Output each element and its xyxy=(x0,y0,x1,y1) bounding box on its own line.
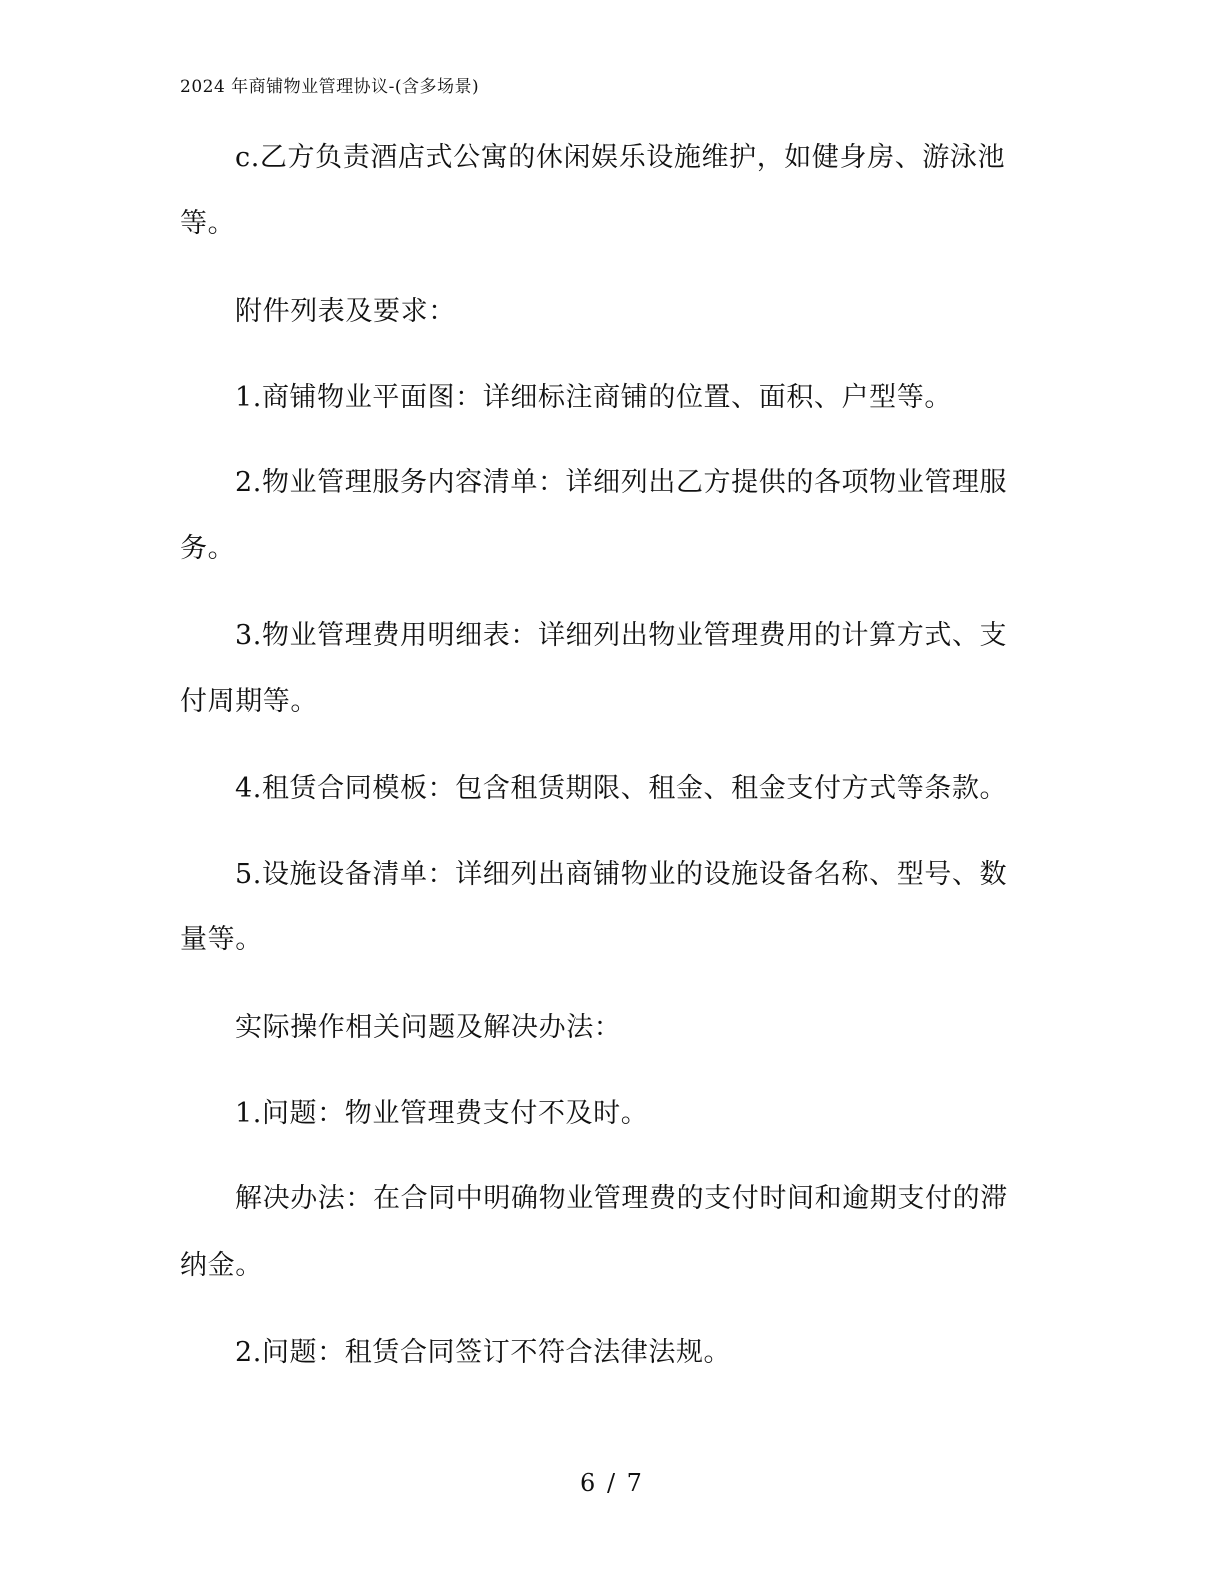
list-item-continuation: 务。 xyxy=(180,533,236,564)
paragraph-line: 解决办法：在合同中明确物业管理费的支付时间和逾期支付的滞 xyxy=(235,1183,1008,1214)
list-item: 4.租赁合同模板：包含租赁期限、租金、租金支付方式等条款。 xyxy=(235,773,1008,804)
list-item: 2.问题：租赁合同签订不符合法律法规。 xyxy=(235,1337,732,1368)
list-item: 1.商铺物业平面图：详细标注商铺的位置、面积、户型等。 xyxy=(235,382,952,413)
list-item: 3.物业管理费用明细表：详细列出物业管理费用的计算方式、支 xyxy=(235,620,1008,651)
section-heading: 附件列表及要求： xyxy=(235,296,456,327)
list-item-continuation: 付周期等。 xyxy=(180,686,318,717)
list-item: 2.物业管理服务内容清单：详细列出乙方提供的各项物业管理服 xyxy=(235,467,1008,498)
running-header: 2024 年商铺物业管理协议-(含多场景) xyxy=(180,77,480,97)
section-heading: 实际操作相关问题及解决办法： xyxy=(235,1012,622,1043)
list-item: 1.问题：物业管理费支付不及时。 xyxy=(235,1098,649,1129)
list-item: 5.设施设备清单：详细列出商铺物业的设施设备名称、型号、数 xyxy=(235,859,1008,890)
paragraph-line: c.乙方负责酒店式公寓的休闲娱乐设施维护，如健身房、游泳池 xyxy=(235,142,1006,173)
paragraph-line: 纳金。 xyxy=(180,1250,263,1281)
page-number: 6 / 7 xyxy=(580,1469,644,1497)
paragraph-line: 等。 xyxy=(180,208,236,239)
list-item-continuation: 量等。 xyxy=(180,924,263,955)
